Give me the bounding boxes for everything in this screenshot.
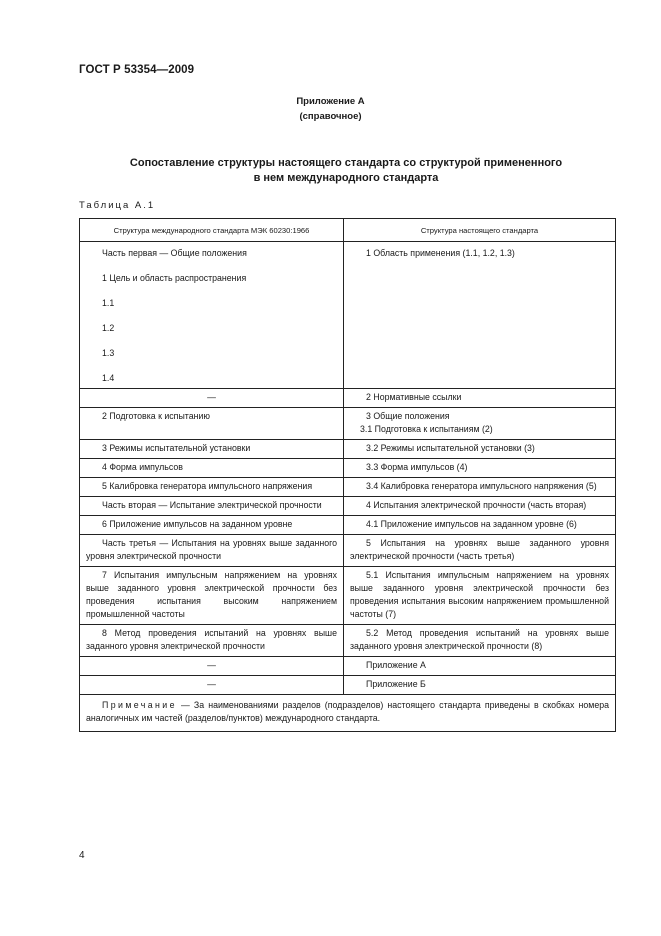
- table-row: [80, 625, 616, 657]
- row-left-cell: Часть третья — Испытания на уровнях выше заданного уровня электрической прочности: [80, 535, 344, 567]
- row-left-cell: —: [80, 389, 344, 408]
- row-left-cell: 3 Режимы испытательной установки: [80, 440, 344, 459]
- row-right-line: 3 Общие положения: [366, 411, 450, 421]
- table-row: [80, 516, 616, 535]
- row1-left-line: 1.2: [102, 323, 115, 333]
- appendix-heading: [0, 94, 661, 124]
- row-right-cell: 3.4 Калибровка генератора импульсного напряжения (5): [344, 478, 616, 497]
- note-label: Примечание: [102, 700, 177, 710]
- note-text: — За наименованиями разделов (подразделов) настоящего стандарта приведены в скобках номера аналогичных им частей (разделов/пунктов) международного стандарта.: [86, 700, 609, 723]
- row1-left-line: Часть первая — Общие положения: [102, 248, 247, 258]
- row1-right-cell: [344, 242, 616, 389]
- section-title-line-1: Сопоставление структуры настоящего стандарта со структурой примененного: [129, 157, 563, 169]
- table-note-row: [80, 695, 616, 732]
- table-header-row: [80, 219, 616, 242]
- page-number: 4: [79, 850, 85, 861]
- row1-left-line: 1.1: [102, 298, 115, 308]
- table-caption: Таблица А.1: [79, 200, 156, 211]
- row-right-cell: 3.3 Форма импульсов (4): [344, 459, 616, 478]
- row-right-cell: 5.2 Метод проведения испытаний на уровнях выше заданного уровня электрической прочности (8): [344, 625, 616, 657]
- table-row: [80, 440, 616, 459]
- table-row: [80, 535, 616, 567]
- row1-left-line: 1.3: [102, 348, 115, 358]
- row-right-line: 2 Нормативные ссылки: [366, 392, 462, 402]
- row-left-cell: 4 Форма импульсов: [80, 459, 344, 478]
- row-left-cell: —: [80, 676, 344, 695]
- row-right-cell: Приложение А: [344, 657, 616, 676]
- row1-left-line: 1 Цель и область распространения: [102, 273, 247, 283]
- row-left-cell: 5 Калибровка генератора импульсного напряжения: [80, 478, 344, 497]
- row1-left-line: 1.4: [102, 373, 115, 383]
- appendix-subtitle: (справочное): [299, 111, 362, 122]
- table-row: [80, 497, 616, 516]
- row-left-cell: —: [80, 657, 344, 676]
- table-row: [80, 408, 616, 440]
- table-row: [80, 242, 616, 389]
- section-title: [80, 156, 612, 186]
- row-right-line: 3.1 Подготовка к испытаниям (2): [360, 424, 493, 434]
- table-row: [80, 459, 616, 478]
- row-right-cell: 5.1 Испытания импульсным напряжением на уровнях выше заданного уровня электрической прочности без проведения испытания высоким напряжением промышленной частоты (7): [344, 567, 616, 625]
- row-right-cell: [344, 408, 616, 440]
- row-right-cell: [344, 389, 616, 408]
- row1-left-cell: [80, 242, 344, 389]
- comparison-table: [79, 218, 616, 732]
- row-left-cell: 7 Испытания импульсным напряжением на уровнях выше заданного уровня электрической прочности без проведения испытания высоким напряжением промышленной частоты: [80, 567, 344, 625]
- document-header: ГОСТ Р 53354—2009: [79, 64, 195, 76]
- row-right-cell: 3.2 Режимы испытательной установки (3): [344, 440, 616, 459]
- row-right-cell: 4 Испытания электрической прочности (часть вторая): [344, 497, 616, 516]
- row-right-cell: Приложение Б: [344, 676, 616, 695]
- appendix-title: Приложение А: [296, 96, 365, 107]
- table-row: [80, 657, 616, 676]
- table-row: [80, 676, 616, 695]
- row-left-cell: Часть вторая — Испытание электрической прочности: [80, 497, 344, 516]
- section-title-line-2: в нем международного стандарта: [253, 172, 439, 184]
- table-row: [80, 478, 616, 497]
- header-right: Структура настоящего стандарта: [344, 219, 616, 242]
- row-left-cell: 6 Приложение импульсов на заданном уровне: [80, 516, 344, 535]
- row-left-cell: 2 Подготовка к испытанию: [80, 408, 344, 440]
- table-note: [80, 695, 616, 732]
- table-row: [80, 389, 616, 408]
- row-left-cell: 8 Метод проведения испытаний на уровнях выше заданного уровня электрической прочности: [80, 625, 344, 657]
- table-row: [80, 567, 616, 625]
- header-left: Структура международного стандарта МЭК 60230:1966: [80, 219, 344, 242]
- row1-right-line: 1 Область применения (1.1, 1.2, 1.3): [366, 248, 515, 258]
- row-right-cell: 4.1 Приложение импульсов на заданном уровне (6): [344, 516, 616, 535]
- row-right-cell: 5 Испытания на уровнях выше заданного уровня электрической прочности (часть третья): [344, 535, 616, 567]
